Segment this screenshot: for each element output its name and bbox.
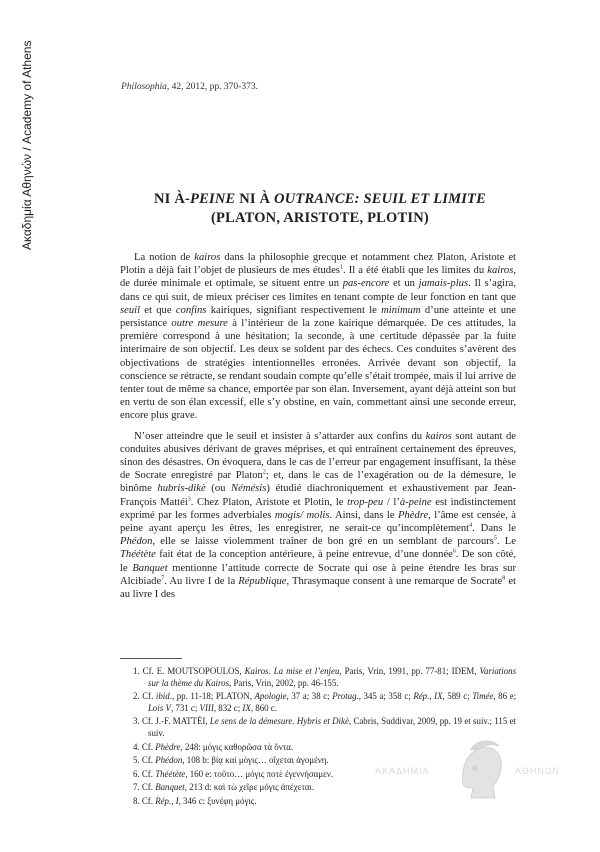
title-line-1: NI À-PEINE NI À OUTRANCE: SEUIL ET LIMITE — [154, 191, 486, 207]
text-run: confins — [175, 304, 207, 316]
text-run: République — [238, 575, 287, 587]
text-run: . Chez Platon, Aristote et Plotin, le — [190, 496, 348, 508]
text-run: , 86 e; — [493, 691, 517, 702]
footnote-rule — [120, 658, 182, 659]
text-run: , 248: μόγις καθορῶσα τὰ ὄντα. — [180, 741, 294, 752]
text-run: mentionne l’attitude correcte de Socrate qui ose à peine étendre les bras sur Alcibiade — [120, 562, 516, 587]
text-run: d’une atteinte et une persistance — [120, 304, 516, 330]
text-run: ATTÉI — [180, 716, 206, 727]
text-run: jamais-plus — [418, 278, 469, 290]
text-run: Banquet — [132, 562, 168, 574]
text-run: dans la philosophie grecque et notamment chez Platon, Aristote et Plotin a déjà fait l’objet de plusieurs de mes études — [120, 252, 516, 277]
text-run: . Il s’agira, dans ce qui suit, de mieux préciser ces limites en tenant compte de leur fonction en tant que — [120, 278, 516, 303]
title-line-2: (PLATON, ARISTOTE, PLOTIN) — [211, 210, 429, 226]
text-run: , 346 c: ξυνέφη μόγις. — [178, 795, 257, 806]
text-run: 8. Cf. — [133, 795, 156, 806]
text-run: Rép., IX — [413, 691, 443, 702]
text-run: . Il a été établi que les limites du — [342, 265, 488, 277]
text-run: , Paris, Vrin, 2002, pp. 46-155. — [229, 677, 339, 688]
text-run: , 832 c; — [213, 702, 243, 713]
text-run: OUTSOPOULOS — [175, 666, 240, 676]
text-run: 6. Cf. — [133, 768, 156, 779]
text-run: est indistinctement exprimé par les formes adverbiales — [120, 496, 516, 521]
footnote-ref: 5 — [493, 535, 497, 542]
text-run: et que — [140, 304, 176, 316]
text-run: Apologie — [254, 691, 287, 702]
text-run: , Cabris, Suddivar, 2009, pp. 19 et suiv.; 115 et suiv. — [148, 716, 517, 738]
text-run: mogis/ molis — [274, 509, 330, 521]
text-run: fait état de la conception antérieure, à peine entrevue, d’une donnée — [155, 549, 453, 561]
text-run: , 108 b: βίᾳ καὶ μόγις… οἴχεται ἀγομένη. — [182, 755, 329, 766]
text-run: Phèdre — [155, 741, 181, 752]
text-run: 3. Cf. J.-F. M — [133, 716, 181, 727]
text-run: Banquet — [155, 782, 185, 793]
text-run: . De son côté, le — [120, 549, 516, 574]
text-run: kairos — [194, 252, 221, 263]
journal-name: Philosophia — [121, 82, 167, 92]
watermark-right-text: ΑΘΗΝΩΝ — [515, 766, 561, 776]
paragraph — [120, 430, 516, 602]
text-run: , — [205, 716, 210, 727]
text-run: . Dans le — [472, 523, 516, 535]
text-run: Variations sur la thème du Kairos — [148, 666, 517, 688]
text-run: (ou — [205, 483, 232, 495]
text-run: kairos — [487, 265, 514, 277]
text-run: , elle se laisse violemment traîner de bon gré en un semblant de parcours — [152, 536, 494, 548]
watermark-left-text: ΑΚΑΔΗΜΙΑ — [375, 766, 430, 776]
text-run: hubris-dikè — [157, 483, 206, 495]
footnote — [120, 691, 516, 714]
side-stamp: Ακαδημία Αθηνών / Academy of Athens — [20, 40, 34, 250]
text-run: , — [249, 691, 255, 702]
text-run: à l’intérieur de la zone kairique démarquée. De ces attitudes, la première correspond à une hésitation; la seconde, à une certitude dépassée par la fuite interimaire de son objectif. Les deux se soldent par des échecs. Ces conduites s’avèrent des objectivations de stratégies intentionnelles erronées. Arrivée devant son objectif, la conscience se rétracte, se rendant soudain compte qu’elle s’était trompée, mais il lui arrive de tenter tout de même sa chance, emportée par son élan. Inversement, ayant déjà atteint son but en vertu de son élan excessif, elle s’y obstine, en vain, commettant ainsi une seconde erreur, encore plus grave. — [120, 318, 516, 422]
footnote-ref: 4 — [469, 522, 473, 529]
footnote-ref: 7 — [161, 575, 165, 582]
text-run: pas-encore — [342, 278, 390, 290]
footnote-ref: 2 — [262, 469, 266, 476]
text-run: ., 345 a; 358 c; — [356, 691, 414, 702]
running-head — [121, 82, 258, 92]
text-run: 1. Cf. E. M — [133, 666, 176, 676]
text-run: kairos — [425, 430, 452, 442]
text-run: 7. Cf. — [133, 782, 156, 793]
text-run: et un — [389, 278, 419, 290]
text-run: Lois V — [148, 702, 171, 713]
text-run: Protag — [332, 691, 357, 702]
text-run: seuil — [120, 304, 141, 316]
text-run: Le sens de la démesure. Hybris et Dikè — [209, 716, 349, 727]
text-run: trop-peu — [347, 496, 384, 508]
text-run: La notion de — [134, 252, 195, 263]
text-run: , 860 c. — [250, 702, 277, 713]
footnote-ref: 1 — [339, 264, 343, 271]
text-run: 2. Cf. — [133, 691, 156, 702]
text-run: . Ainsi, dans le — [329, 509, 398, 521]
text-run: , 160 e: τοῦτο… μόγις ποτὲ ἐγεννήσαμεν. — [185, 768, 334, 779]
athena-head-icon — [453, 738, 509, 802]
footnote-ref: 8 — [502, 575, 506, 582]
article-title — [110, 190, 530, 228]
footnote — [120, 666, 516, 689]
text-run: / l’ — [383, 496, 400, 508]
text-run: . Le — [496, 536, 516, 548]
text-run: ibid — [155, 691, 170, 702]
text-run: outre mesure — [171, 318, 228, 330]
text-run: Théétète — [120, 549, 156, 561]
text-run: VIII — [199, 702, 214, 713]
text-run: ; et, dans le cas de l’exagération ou de la démesure, le binôme — [120, 470, 516, 495]
footnote-ref: 6 — [452, 548, 456, 555]
text-run: Théétète — [155, 768, 186, 779]
text-run: LATON — [220, 691, 250, 702]
text-run: et au livre I des — [120, 575, 516, 601]
watermark — [375, 736, 575, 806]
text-run: , — [474, 666, 480, 676]
text-run: minimum — [381, 304, 421, 316]
text-run: N’oser atteindre que le seuil et insister à s’attarder aux confins du — [134, 430, 426, 442]
body-text — [120, 251, 516, 601]
text-run: , 37 a; 38 c; — [286, 691, 333, 702]
text-run: kairiques, signifiant respectivement le — [206, 304, 382, 316]
journal-citation: , 42, 2012, pp. 370-373. — [166, 82, 258, 92]
text-run: Phédon — [120, 536, 153, 548]
text-run: Phèdre — [397, 509, 429, 521]
text-run: IX — [242, 702, 251, 713]
footnote-ref: 3 — [187, 496, 191, 503]
text-run: ) étudié diachroniquement et exhaustivement par Jean-François Mattéi — [120, 483, 516, 508]
text-run: sont autant de conduites abusives dérivant de graves méprises, et qui entraînent certainement des épreuves, sinon des désastres. On évoquera, dans le cas de l’erreur par engagement insuffisant, la thèse de Socrate enregistré par Platon — [120, 430, 516, 482]
text-run: , 213 d: καὶ τὼ χεῖρε μόγις ἀπέχεται. — [184, 782, 315, 793]
text-run: Phédon — [155, 755, 183, 766]
text-run: , 589 c; — [442, 691, 473, 702]
text-run: Rép., I — [155, 795, 179, 806]
text-run: , Paris, Vrin, 1991, pp. 77-81; I — [339, 666, 455, 676]
text-run: , — [239, 666, 245, 676]
text-run: , 731 c; — [170, 702, 200, 713]
text-run: à-peine — [399, 496, 432, 508]
text-run: Némésis — [231, 483, 267, 495]
text-run: Kairos. La mise et l’enjeu — [244, 666, 340, 676]
text-run: DEM — [454, 666, 475, 676]
text-run: 4. Cf. — [133, 741, 156, 752]
text-run: . Au livre I de la — [164, 575, 239, 587]
text-run: 5. Cf. — [133, 755, 156, 766]
text-run: , de durée minimale et optimale, se situent entre un — [120, 265, 516, 290]
text-run: ., pp. 11-18; P — [169, 691, 221, 702]
text-run: Timée — [472, 691, 494, 702]
text-run: , l’âme est censée, à peine ayant aperçu les êtres, les enregistrer, ne serait-ce qu’incomplètement — [120, 509, 516, 535]
text-run: , Thrasymaque consent à une remarque de Socrate — [286, 575, 503, 587]
paragraph — [120, 251, 516, 423]
